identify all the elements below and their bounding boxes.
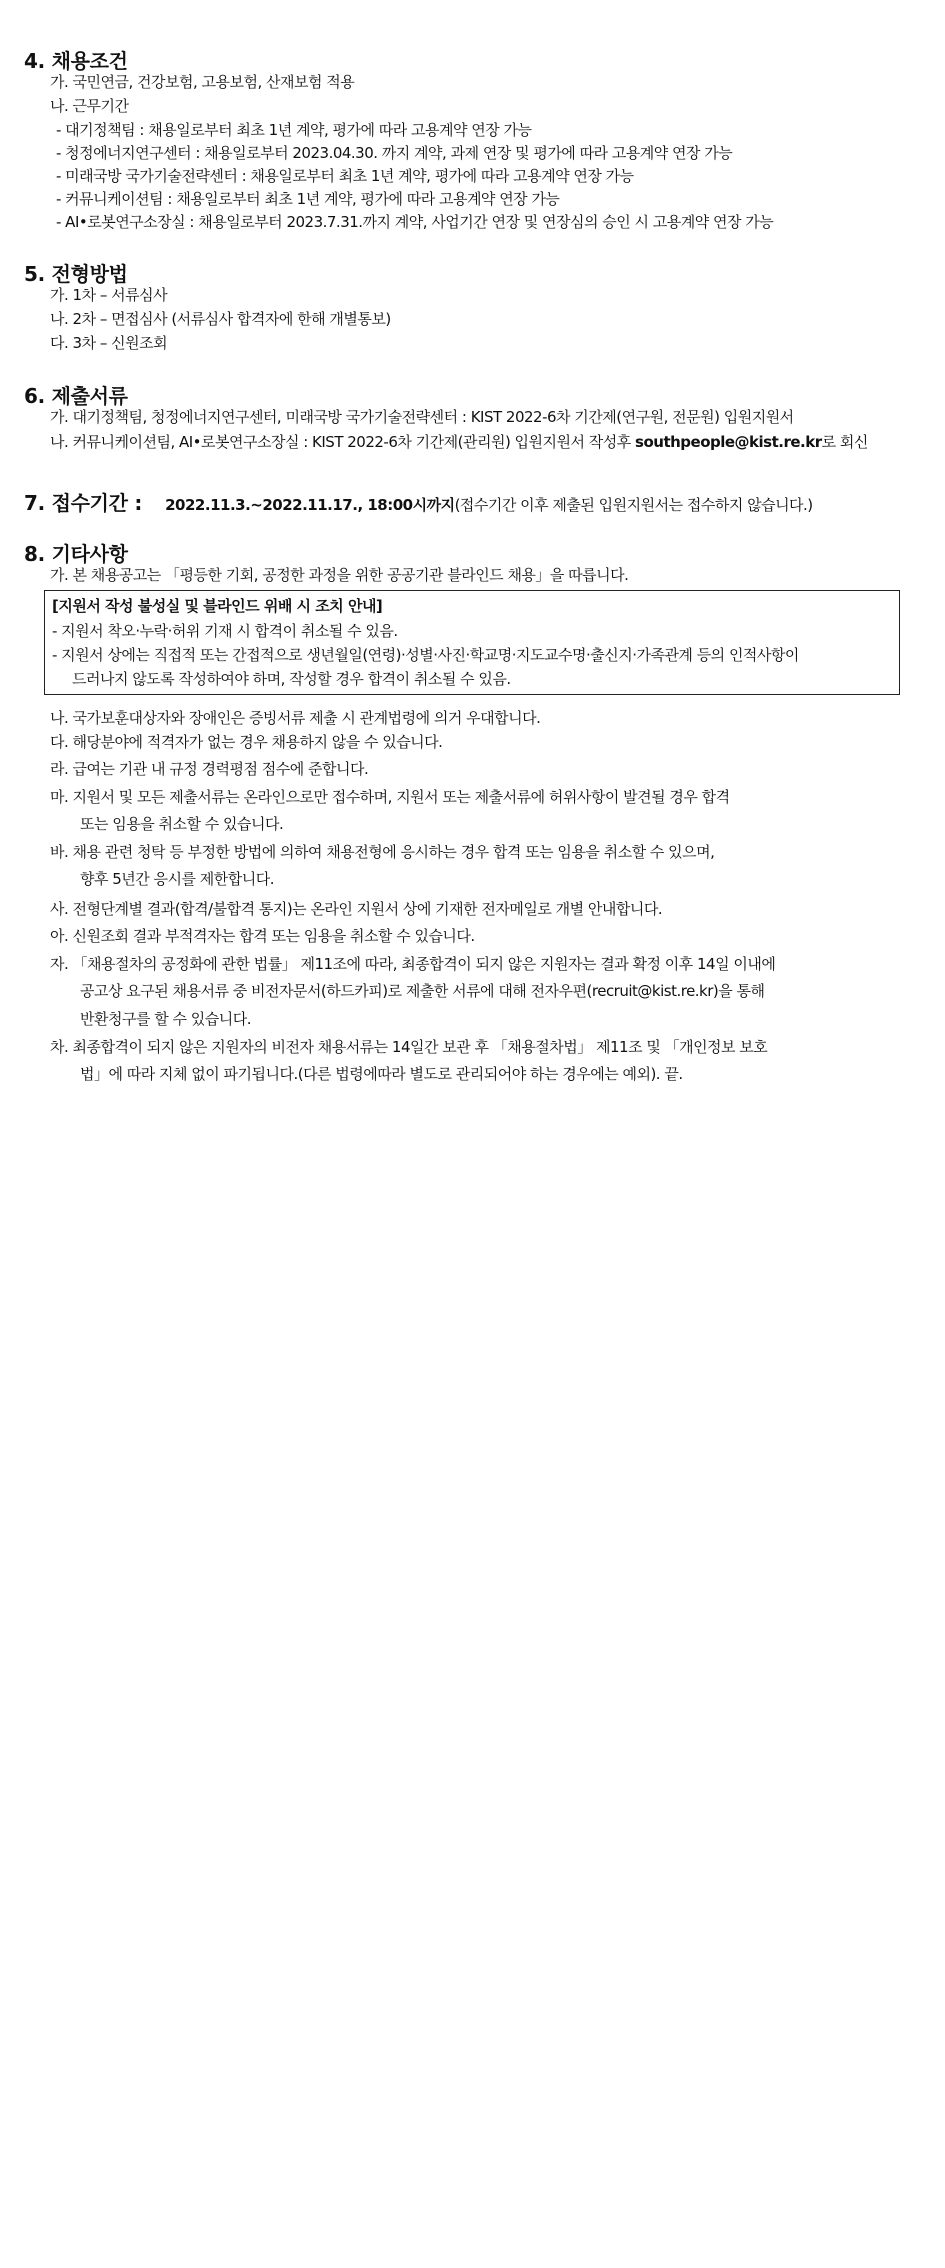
section-4-heading: 4. 채용조건: [24, 49, 128, 73]
s8-da: 다. 해당분야에 적격자가 없는 경우 채용하지 않을 수 있습니다.: [50, 733, 443, 751]
s4-line-5: - 미래국방 국가기술전략센터 : 채용일로부터 최초 1년 계약, 평가에 따라 고용계약 연장 가능: [56, 167, 634, 185]
s8-ba-1: 바. 채용 관련 청탁 등 부정한 방법에 의하여 채용전형에 응시하는 경우 합격 또는 임용을 취소할 수 있으며,: [50, 843, 715, 861]
notice-box-item-2-cont: 드러나지 않도록 작성하여야 하며, 작성할 경우 합격이 취소될 수 있음.: [72, 670, 511, 688]
s8-ra: 라. 급여는 기관 내 규정 경력평점 점수에 준합니다.: [50, 760, 369, 778]
s8-ma-1: 마. 지원서 및 모든 제출서류는 온라인으로만 접수하며, 지원서 또는 제출서류에 허위사항이 발견될 경우 합격: [50, 788, 730, 806]
s8-ma-2: 또는 임용을 취소할 수 있습니다.: [80, 815, 284, 833]
s8-ja-2: 공고상 요구된 채용서류 중 비전자문서(하드카피)로 제출한 서류에 대해 전자우편(recruit@kist.re.kr)을 통해: [80, 982, 765, 1000]
s6-line-1: 가. 대기정책팀, 청정에너지연구센터, 미래국방 국가기술전략센터 : KIST 2022-6차 기간제(연구원, 전문원) 입원지원서: [50, 408, 794, 426]
notice-box-item-2: - 지원서 상에는 직접적 또는 간접적으로 생년월일(연령)·성별·사진·학교명·지도교수명·출신지·가족관계 등의 인적사항이: [52, 646, 799, 664]
s5-line-2: 나. 2차 – 면접심사 (서류심사 합격자에 한해 개별통보): [50, 310, 391, 328]
s6-line-2-text: 나. 커뮤니케이션팀, AI•로봇연구소장실 : KIST 2022-6차 기간제(관리원) 입원지원서 작성후: [50, 433, 636, 451]
section-8-heading: 8. 기타사항: [24, 542, 128, 566]
section-5-heading: 5. 전형방법: [24, 262, 128, 286]
s5-line-3: 다. 3차 – 신원조회: [50, 334, 168, 352]
s8-ga: 가. 본 채용공고는 「평등한 기회, 공정한 과정을 위한 공공기관 블라인드 채용」을 따릅니다.: [50, 566, 629, 584]
section-6-heading: 6. 제출서류: [24, 384, 128, 408]
s4-line-6: - 커뮤니케이션팀 : 채용일로부터 최초 1년 계약, 평가에 따라 고용계약 연장 가능: [56, 190, 560, 208]
s8-ja-3: 반환청구를 할 수 있습니다.: [80, 1010, 251, 1028]
s8-sa: 사. 전형단계별 결과(합격/불합격 통지)는 온라인 지원서 상에 기재한 전자메일로 개별 안내합니다.: [50, 900, 663, 918]
s6-line-2: [50, 432, 868, 452]
s8-na: 나. 국가보훈대상자와 장애인은 증빙서류 제출 시 관계법령에 의거 우대합니다.: [50, 709, 541, 727]
reply-email: southpeople@kist.re.kr: [635, 433, 822, 451]
s8-cha-1: 차. 최종합격이 되지 않은 지원자의 비전자 채용서류는 14일간 보관 후 「채용절차법」 제11조 및 「개인정보 보호: [50, 1038, 768, 1056]
application-period-note: (접수기간 이후 제출된 입원지원서는 접수하지 않습니다.): [454, 496, 813, 514]
notice-box-item-1: - 지원서 착오·누락·허위 기재 시 합격이 취소될 수 있음.: [52, 622, 398, 640]
s6-line-2-tail: 로 회신: [821, 433, 868, 451]
s8-ba-2: 향후 5년간 응시를 제한합니다.: [80, 870, 274, 888]
section-7-row: [24, 487, 813, 516]
notice-box-title: [지원서 작성 불성실 및 블라인드 위배 시 조치 안내]: [52, 597, 383, 615]
s4-line-3: - 대기정책팀 : 채용일로부터 최초 1년 계약, 평가에 따라 고용계약 연장 가능: [56, 121, 532, 139]
section-7-heading: 7. 접수기간 :: [24, 491, 143, 515]
s8-ja-1: 자. 「채용절차의 공정화에 관한 법률」 제11조에 따라, 최종합격이 되지 않은 지원자는 결과 확정 이후 14일 이내에: [50, 955, 776, 973]
s4-line-4: - 청정에너지연구센터 : 채용일로부터 2023.04.30. 까지 계약, 과제 연장 및 평가에 따라 고용계약 연장 가능: [56, 144, 733, 162]
s8-a: 아. 신원조회 결과 부적격자는 합격 또는 임용을 취소할 수 있습니다.: [50, 927, 475, 945]
application-period: 2022.11.3.~2022.11.17., 18:00시까지: [165, 496, 455, 514]
s8-cha-2: 법」에 따라 지체 없이 파기됩니다.(다른 법령에따라 별도로 관리되어야 하는 경우에는 예외). 끝.: [80, 1065, 683, 1083]
s4-line-7: - AI•로봇연구소장실 : 채용일로부터 2023.7.31.까지 계약, 사업기간 연장 및 연장심의 승인 시 고용계약 연장 가능: [56, 213, 774, 231]
s5-line-1: 가. 1차 – 서류심사: [50, 286, 168, 304]
s4-line-1: 가. 국민연금, 건강보험, 고용보험, 산재보험 적용: [50, 73, 355, 91]
s4-line-2: 나. 근무기간: [50, 97, 129, 115]
